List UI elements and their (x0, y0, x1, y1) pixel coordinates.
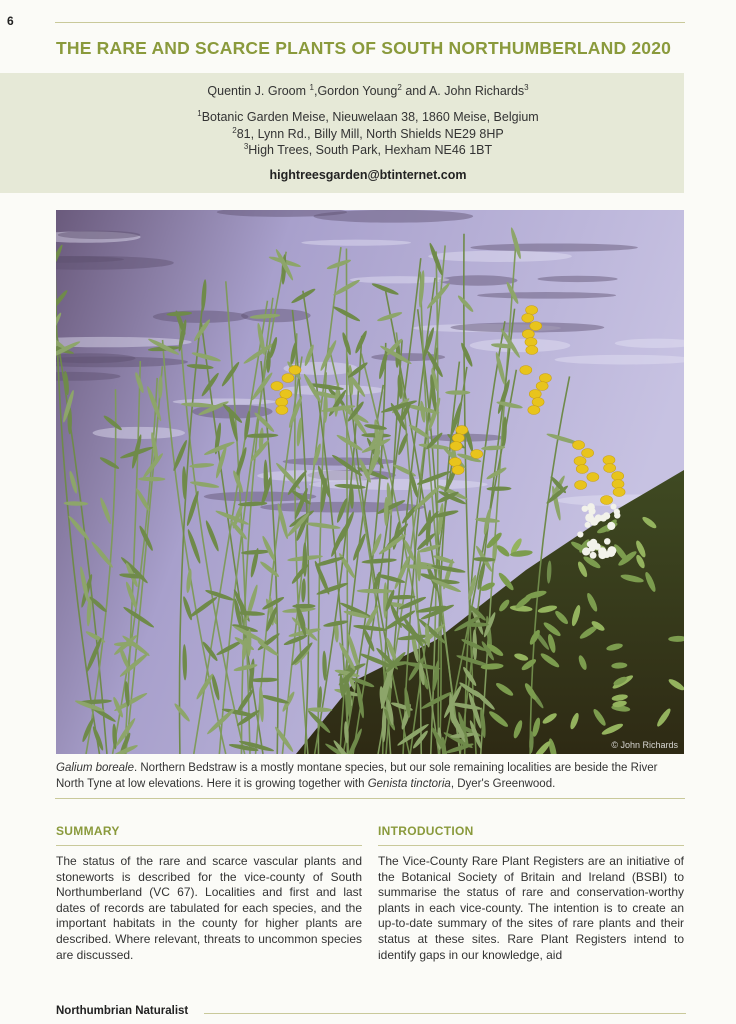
plant-photo-illustration (56, 210, 684, 754)
water-ripple (58, 231, 140, 239)
summary-heading: SUMMARY (56, 824, 120, 838)
greenwood-flower (276, 406, 288, 415)
plant-leaf (445, 390, 470, 394)
greenwood-flower (582, 449, 594, 458)
greenwood-flower (526, 346, 538, 355)
water-ripple (470, 339, 571, 352)
caption-species: Galium boreale (56, 762, 134, 774)
bedstraw-flower (589, 508, 596, 515)
greenwood-flower (576, 465, 588, 474)
top-rule (55, 22, 685, 23)
introduction-heading: INTRODUCTION (378, 824, 474, 838)
affiliation-2: $^2$81, Lynn Rd., Billy Mill, North Shields NE29 8HP (232, 125, 504, 141)
greenwood-flower (522, 314, 534, 323)
greenwood-flower (271, 382, 283, 391)
affiliation-1: $^1$Botanic Garden Meise, Nieuwelaan 38, 1860 Meise, Belgium (197, 108, 539, 124)
summary-section (56, 824, 362, 963)
greenwood-flower (526, 306, 538, 315)
summary-text: The status of the rare and scarce vascular plants and stoneworts is described for the vice-county of South Northumberland (VC 67). Localities and first and last dates of records are tabulated for each species, and the important habitats in the county for higher plants are described. Where relevant, threats to uncommon species are discussed. (56, 854, 362, 962)
bedstraw-flower (603, 512, 610, 519)
greenwood-flower (604, 464, 616, 473)
greenwood-flower (450, 442, 462, 451)
bedstraw-flower (607, 546, 616, 555)
bedstraw-flower (593, 518, 599, 524)
greenwood-flower (522, 330, 534, 339)
author-1-sup: 1 (309, 82, 314, 92)
author-line (0, 84, 736, 98)
bedstraw-flower (610, 504, 616, 510)
affiliation-3: $^3$High Trees, South Park, Hexham NE46 1BT (243, 141, 493, 157)
greenwood-flower (613, 488, 625, 497)
greenwood-flower (536, 382, 548, 391)
introduction-section (378, 824, 684, 963)
caption-species-2: Genista tinctoria (367, 777, 451, 790)
bedstraw-flower (607, 522, 615, 530)
greenwood-flower (529, 390, 541, 399)
greenwood-flower (528, 406, 540, 415)
greenwood-flower (539, 374, 551, 383)
greenwood-flower (280, 390, 292, 399)
plant-photo (56, 210, 684, 754)
water-ripple (439, 275, 518, 285)
bedstraw-flower (604, 538, 611, 545)
water-ripple (313, 210, 473, 223)
water-ripple (537, 276, 617, 282)
greenwood-flower (289, 366, 301, 375)
greenwood-flower (612, 480, 624, 489)
greenwood-flower (601, 496, 613, 505)
greenwood-flower (575, 481, 587, 490)
summary-rule (56, 845, 362, 846)
author-2-sup: 2 (397, 82, 402, 92)
greenwood-flower (574, 457, 586, 466)
greenwood-flower (456, 426, 468, 435)
author-2: ,Gordon Young (313, 84, 398, 98)
greenwood-flower (525, 338, 537, 347)
photo-credit: © John Richards (611, 740, 678, 750)
article-title: THE RARE AND SCARCE PLANTS OF SOUTH NORTHUMBERLAND 2020 (56, 38, 672, 58)
greenwood-flower (452, 466, 464, 475)
greenwood-flower (520, 366, 532, 375)
water-ripple (301, 240, 411, 246)
page-number: 6 (7, 14, 14, 28)
greenwood-flower (532, 398, 544, 407)
bedstraw-flower (590, 552, 597, 559)
greenwood-flower (276, 398, 288, 407)
caption-text-1: . Northern Bedstraw is a mostly montane species, but our sole remaining localities are beside the River North Tyne at low elevations. Here it is growing together with (56, 762, 658, 790)
greenwood-flower (471, 450, 483, 459)
author-3-sup: 3 (524, 82, 529, 92)
greenwood-flower (603, 456, 615, 465)
author-3: and A. John Richards (401, 84, 525, 98)
water-ripple (309, 479, 488, 490)
greenwood-flower (282, 374, 294, 383)
greenwood-flower (573, 441, 585, 450)
contact-email[interactable]: hightreesgarden@btinternet.com (269, 168, 467, 182)
introduction-text: The Vice-County Rare Plant Registers are an initiative of the Botanical Society of Britain and Ireland (BSBI) to summarise the status of rare and conservation-worthy plants in each vice-county. The intention is to create an up-to-date summary of the sites of rare plants and their status at these sites. Rare Plant Registers intend to identify gaps in our knowledge, aid (378, 854, 684, 962)
greenwood-flower (612, 472, 624, 481)
author-1: Quentin J. Groom (207, 84, 310, 98)
bedstraw-flower (614, 509, 620, 515)
affiliations (0, 109, 736, 159)
bedstraw-flower (589, 545, 596, 552)
journal-name: Northumbrian Naturalist (56, 1005, 189, 1017)
greenwood-flower (452, 434, 464, 443)
greenwood-flower (449, 458, 461, 467)
water-ripple (477, 292, 616, 299)
introduction-rule (378, 845, 684, 846)
bedstraw-flower (585, 522, 591, 528)
caption-rule (55, 798, 685, 799)
bedstraw-flower (598, 551, 606, 559)
bedstraw-flower (582, 505, 588, 511)
footer-rule (204, 1013, 686, 1014)
bedstraw-flower (577, 531, 583, 537)
figure-caption (56, 761, 686, 792)
caption-text-2: , Dyer's Greenwood. (450, 777, 556, 790)
water-ripple (470, 243, 638, 251)
greenwood-flower (530, 322, 542, 331)
water-ripple (428, 251, 572, 262)
greenwood-flower (587, 473, 599, 482)
